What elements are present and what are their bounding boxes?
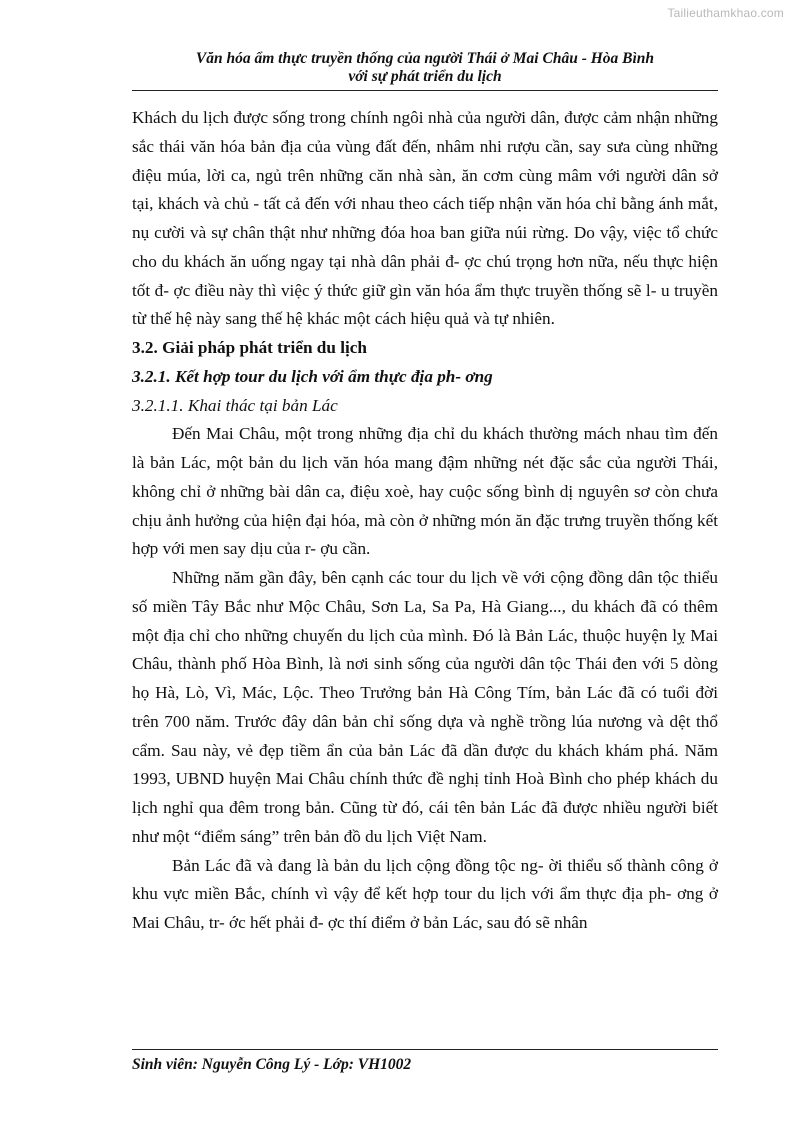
footer-divider xyxy=(132,1049,718,1050)
header-title-line2: với sự phát triển du lịch xyxy=(348,68,502,85)
subsubsection-heading: 3.2.1.1. Khai thác tại bản Lác xyxy=(132,395,338,415)
header-title-line1: Văn hóa ẩm thực truyền thống của người Thái ở Mai Châu - Hòa Bình xyxy=(195,50,655,67)
page-header xyxy=(133,50,717,86)
paragraph-ban-lac-intro: Đến Mai Châu, một trong những địa chỉ du khách thường mách nhau tìm đến là bản Lác, một bản du lịch văn hóa mang đậm những nét đặc sắc của người Thái, không chỉ ở những bài dân ca, điệu xoè, hay cuộc sống bình dị nguyên sơ còn chưa chịu ảnh hưởng của hiện đại hóa, mà còn ở những món ăn đặc trưng truyền thống kết hợp với men say dịu của r- ợu cần. xyxy=(132,424,718,559)
paragraph-ban-lac-history: Những năm gần đây, bên cạnh các tour du lịch về với cộng đồng dân tộc thiểu số miền Tây Bắc như Mộc Châu, Sơn La, Sa Pa, Hà Giang..., du khách đã có thêm một địa chỉ cho những chuyến du lịch của mình. Đó là Bản Lác, thuộc huyện lỵ Mai Châu, thành phố Hòa Bình, là nơi sinh sống của người dân tộc Thái đen với 5 dòng họ Hà, Lò, Vì, Mác, Lộc. Theo Trưởng bản Hà Công Tím, bản Lác đã có tuổi đời trên 700 năm. Trước đây dân bản chỉ sống dựa và nghề trồng lúa nương và dệt thổ cẩm. Sau này, vẻ đẹp tiềm ẩn của bản Lác đã dần được du khách khám phá. Năm 1993, UBND huyện Mai Châu chính thức đề nghị tỉnh Hoà Bình cho phép khách du lịch nghỉ qua đêm trong bản. Cũng từ đó, cái tên bản Lác đã được nhiều người biết như một “điểm sáng” trên bản đồ du lịch Việt Nam. xyxy=(132,568,718,846)
subsection-heading: 3.2.1. Kết hợp tour du lịch với ẩm thực địa ph- ơng xyxy=(132,366,493,386)
page-body xyxy=(132,104,718,938)
section-heading: 3.2. Giải pháp phát triển du lịch xyxy=(132,338,367,357)
paragraph-ban-lac-tourism: Bản Lác đã và đang là bản du lịch cộng đồng tộc ng- ời thiểu số thành công ở khu vực miền Bắc, chính vì vậy để kết hợp tour du lịch với ẩm thực địa ph- ơng ở Mai Châu, tr- ớc hết phải đ- ợc thí điểm ở bản Lác, sau đó sẽ nhân xyxy=(132,855,718,932)
watermark-text: Tailieuthamkhao.com xyxy=(667,6,784,20)
page-footer: Sinh viên: Nguyễn Công Lý - Lớp: VH1002 xyxy=(132,1056,412,1073)
header-divider xyxy=(132,90,718,91)
paragraph-continuation: Khách du lịch được sống trong chính ngôi nhà của người dân, được cảm nhận những sắc thái văn hóa bản địa của vùng đất đến, nhâm nhi rượu cần, say sưa cùng những điệu múa, lời ca, ngủ trên những căn nhà sàn, ăn cơm cùng mâm với người dân sở tại, khách và chủ - tất cả đến với nhau theo cách tiếp nhận văn hóa chỉ bằng ánh mắt, nụ cười và sự chân thật như những đóa hoa ban giữa núi rừng. Do vậy, việc tổ chức cho du khách ăn uống ngay tại nhà dân phải đ- ợc chú trọng hơn nữa, nếu thực hiện tốt đ- ợc điều này thì việc ý thức giữ gìn văn hóa ẩm thực truyền thống sẽ l- u truyền từ thế hệ này sang thế hệ khác một cách hiệu quả và tự nhiên. xyxy=(132,108,718,329)
